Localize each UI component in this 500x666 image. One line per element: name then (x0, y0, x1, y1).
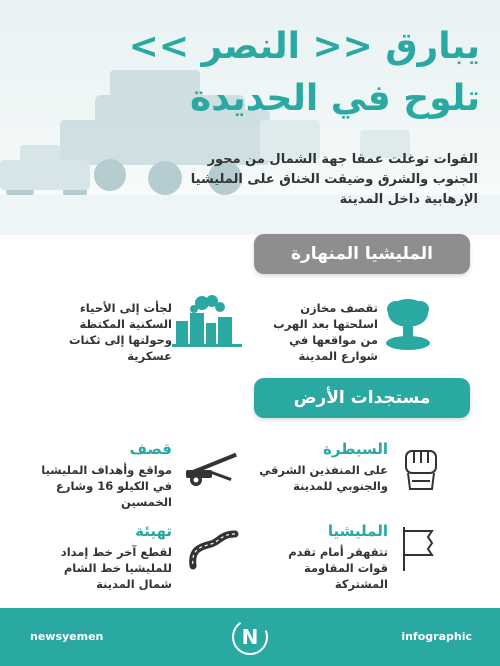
road-icon (185, 530, 239, 570)
footer-site-name: newsyemen (30, 630, 104, 643)
city-smoke-icon (172, 293, 242, 347)
ground-item-text-3: تتقهقر أمام تقدم قوات المقاومة المشتركة (288, 545, 388, 591)
fist-icon (398, 445, 444, 495)
footer-bar (0, 608, 500, 666)
ground-item-text-2: مواقع وأهداف المليشيا في الكيلو 16 وشارع الخمسين (41, 463, 172, 509)
ground-item-text-4: لقطع آخر خط إمداد للمليشيا خط الشام شمال المدينة (60, 545, 172, 591)
svg-text:N: N (241, 625, 259, 649)
ground-item-title-3: المليشيا (327, 522, 388, 540)
newsyemen-logo-icon (229, 616, 271, 658)
ground-item-title-1: السيطرة (323, 440, 388, 458)
artillery-icon (178, 448, 246, 488)
collapse-item-text-2: لجأت إلى الأحياء السكنية المكتظة وحولتها إلى ثكنات عسكرية (68, 301, 172, 363)
ground-item-title-2: قصف (129, 440, 172, 458)
section-heading-ground: مستجدات الأرض (254, 378, 470, 418)
headline-line-2: تلوح في الحديدة (190, 78, 480, 119)
collapse-item-text-1: تقصف مخازن اسلحتها بعد الهرب من مواقعها في شوارع المدينة (273, 301, 378, 363)
ground-item-title-4: تهيئة (135, 522, 172, 540)
headline-line-1: يبارق << النصر >> (128, 26, 480, 67)
footer-type-label: infographic (401, 630, 472, 643)
white-flag-icon (398, 525, 438, 573)
explosion-icon (378, 293, 438, 353)
section-heading-collapse: المليشيا المنهارة (254, 234, 470, 274)
headline-subtitle: القوات توغلت عمقا جهة الشمال من محور الجنوب والشرق وضيقت الخناق على المليشيا الإرهابية داخل المدينة (190, 152, 478, 207)
ground-item-text-1: على المنفذين الشرقي والجنوبي للمدينة (259, 463, 388, 493)
hero-banner (0, 0, 500, 235)
